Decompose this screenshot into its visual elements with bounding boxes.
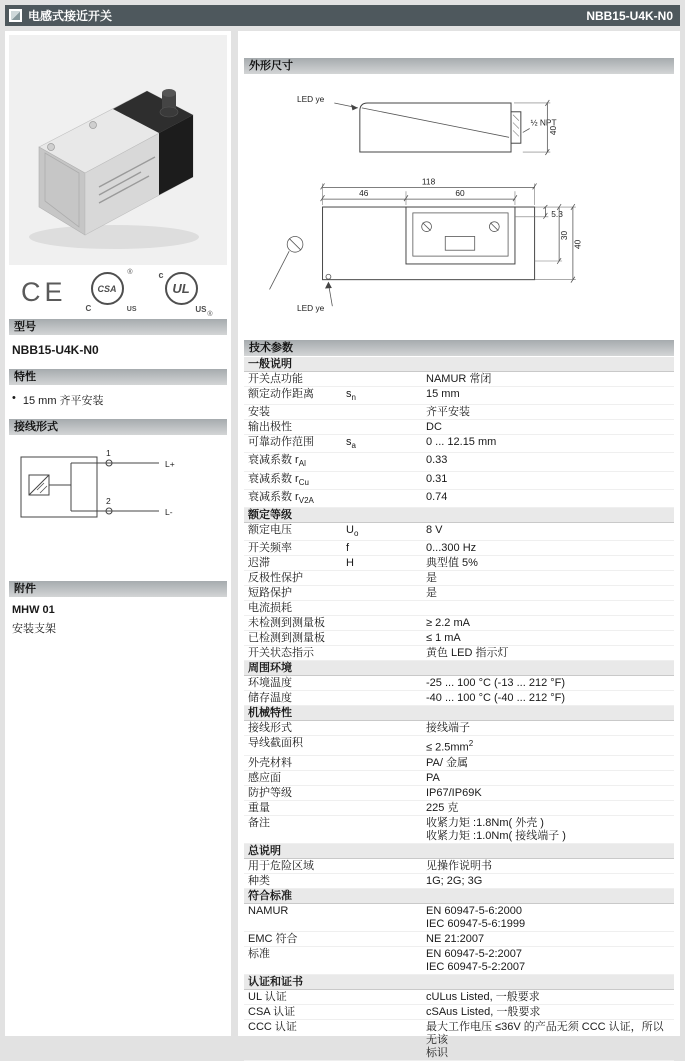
dimension-drawing	[244, 79, 674, 337]
model-value: NBB15-U4K-N0	[12, 343, 99, 357]
spec-row	[244, 691, 674, 706]
l-minus-label: L-	[165, 507, 173, 517]
spec-label: CSA 认证	[248, 1005, 296, 1018]
spec-label: 已检测到测量板	[248, 632, 325, 645]
dim-46: 46	[359, 188, 369, 199]
spec-row	[244, 874, 674, 889]
spec-value: cULus Listed, 一般要求	[426, 990, 540, 1003]
terminal-2-label: 2	[106, 496, 111, 506]
accessory-name: MHW 01	[12, 604, 55, 616]
spec-label: 用于危险区域	[248, 859, 314, 872]
spec-label: 电流损耗	[248, 602, 292, 615]
dim-30: 30	[558, 230, 569, 241]
spec-value: 齐平安装	[426, 406, 470, 419]
spec-label: 衰减系数 $r_{V2A}$	[248, 490, 314, 505]
spec-row	[244, 676, 674, 691]
product-photo-image	[9, 35, 227, 265]
spec-row	[244, 947, 674, 975]
spec-value: NE 21:2007	[426, 932, 485, 945]
spec-row	[244, 435, 674, 453]
spec-label: 备注	[248, 816, 270, 829]
spec-value: 是	[426, 587, 437, 600]
culus-logo: c UL US ®	[158, 270, 213, 318]
spec-value: EN 60947-5-6:2000 IEC 60947-5-6:1999	[426, 904, 526, 930]
spec-value: 0...300 Hz	[426, 542, 477, 555]
spec-value: -40 ... 100 °C (-40 ... 212 °F)	[426, 692, 566, 705]
spec-row	[244, 556, 674, 571]
spec-row	[244, 932, 674, 947]
spec-value: cSAus Listed, 一般要求	[426, 1005, 541, 1018]
header-bar	[5, 5, 680, 26]
ul-circle: UL	[165, 272, 198, 305]
spec-group-header: 额定等级	[244, 508, 674, 523]
spec-row	[244, 646, 674, 661]
spec-row	[244, 523, 674, 541]
accessory-description: 安装支架	[12, 623, 56, 635]
spec-label: 标准	[248, 947, 270, 960]
spec-group-header: 机械特性	[244, 706, 674, 721]
spec-value: ≥ 2.2 mA	[426, 617, 470, 630]
ul-registered-icon: ®	[207, 311, 213, 318]
spec-row	[244, 786, 674, 801]
spec-group-header: 周围环境	[244, 661, 674, 676]
section-header-technical-data: 技术参数	[244, 340, 674, 356]
spec-value: NAMUR 常闭	[426, 373, 492, 385]
spec-row	[244, 405, 674, 420]
wiring-diagram	[11, 443, 227, 535]
spec-value: EN 60947-5-2:2007 IEC 60947-5-2:2007	[426, 947, 526, 973]
spec-label: 重量	[248, 801, 270, 814]
csa-logo: CSA ® C US	[85, 269, 137, 313]
csa-circle: CSA	[91, 272, 124, 305]
spec-value: IP67/IP69K	[426, 786, 482, 799]
spec-value: ≤ 1 mA	[426, 632, 461, 645]
spec-row	[244, 571, 674, 586]
header-left	[9, 7, 112, 24]
spec-symbol: H	[346, 557, 354, 570]
spec-group-header: 符合标准	[244, 889, 674, 904]
spec-group-header: 认证和证书	[244, 975, 674, 990]
spec-label: 种类	[248, 874, 270, 887]
section-header-features: 特性	[9, 369, 227, 385]
dim-side-height: 40	[548, 125, 559, 136]
spec-label: 储存温度	[248, 692, 292, 705]
spec-row	[244, 1005, 674, 1020]
spec-label: NAMUR	[248, 904, 289, 917]
certification-logos	[9, 265, 227, 319]
spec-row	[244, 721, 674, 736]
spec-value: 0 ... 12.15 mm	[426, 436, 497, 449]
spec-label: EMC 符合	[248, 932, 298, 945]
spec-label: 开关频率	[248, 542, 292, 555]
spec-row	[244, 490, 674, 508]
spec-label: 短路保护	[248, 587, 292, 600]
spec-value: 8 V	[426, 523, 443, 536]
spec-row	[244, 904, 674, 932]
spec-value: PA/ 金属	[426, 756, 468, 769]
spec-row	[244, 601, 674, 616]
spec-value: PA	[426, 771, 440, 784]
spec-label: 防护等级	[248, 786, 292, 799]
spec-value: 0.31	[426, 472, 448, 485]
spec-value: 是	[426, 572, 437, 585]
l-plus-label: L+	[165, 459, 175, 469]
spec-label: 开关点功能	[248, 373, 303, 385]
spec-label: 输出极性	[248, 421, 292, 434]
spec-value: 黄色 LED 指示灯	[426, 647, 509, 660]
spec-label: 安装	[248, 406, 270, 419]
spec-value: 225 克	[426, 801, 459, 814]
brand-logo-icon	[9, 9, 22, 22]
spec-value: 0.33	[426, 454, 448, 467]
dim-total-width: 118	[421, 176, 436, 187]
page-title: 电感式接近开关	[28, 9, 113, 23]
right-column	[238, 31, 680, 1059]
ce-mark-logo: CE	[21, 276, 67, 307]
led-top-label: LED ye	[297, 93, 325, 104]
spec-symbol: $s_a$	[346, 436, 356, 451]
spec-label: 额定电压	[248, 523, 292, 536]
spec-value: ≤ $2.5mm^2$	[426, 739, 474, 754]
terminal-1-label: 1	[106, 448, 111, 458]
spec-row	[244, 736, 674, 756]
section-header-accessories: 附件	[9, 581, 227, 597]
dim-5-3: 5.3	[551, 208, 563, 219]
spec-value: 典型值 5%	[426, 557, 478, 570]
section-header-model: 型号	[9, 319, 227, 335]
spec-value: 见操作说明书	[426, 859, 492, 872]
content-columns	[5, 31, 680, 1059]
spec-symbol: $U_o$	[346, 523, 359, 539]
spec-label: 环境温度	[248, 677, 292, 690]
spec-row	[244, 801, 674, 816]
spec-label: 导线截面积	[248, 737, 303, 750]
npt-label: ½ NPT	[530, 117, 557, 128]
spec-row	[244, 859, 674, 874]
spec-value: 最大工作电压 ≤36V 的产品无须 CCC 认证，所以无该 标识	[426, 1020, 664, 1059]
spec-label: 反极性保护	[248, 572, 303, 585]
spec-row	[244, 420, 674, 435]
spec-value: 收紧力矩 :1.8Nm( 外壳 ) 收紧力矩 :1.0Nm( 接线端子 )	[426, 816, 566, 842]
feature-item	[9, 385, 227, 419]
spec-value: -25 ... 100 °C (-13 ... 212 °F)	[426, 677, 566, 690]
spec-value: 接线端子	[426, 722, 470, 735]
spec-row	[244, 1020, 674, 1061]
spec-label: 可靠动作范围	[248, 436, 314, 449]
spec-label: 未检测到测量板	[248, 617, 325, 630]
spec-value: 15 mm	[426, 388, 460, 400]
spec-label: 开关状态指示	[248, 647, 314, 660]
left-column	[5, 31, 231, 1036]
spec-symbol: f	[346, 542, 350, 555]
spec-label: CCC 认证	[248, 1020, 297, 1033]
spec-row	[244, 631, 674, 646]
spec-group-header: 总说明	[244, 844, 674, 859]
spec-group-header: 一般说明	[244, 357, 674, 372]
spec-row	[244, 453, 674, 471]
spec-label: 衰减系数 $r_{Al}$	[248, 454, 306, 469]
tech-table	[244, 357, 674, 1061]
dim-60: 60	[455, 188, 465, 199]
spec-row	[244, 616, 674, 631]
spec-row	[244, 472, 674, 490]
spec-row	[244, 990, 674, 1005]
spec-symbol: $s_n$	[346, 388, 356, 403]
section-header-dimensions: 外形尺寸	[244, 58, 674, 74]
spec-row	[244, 541, 674, 556]
spec-row	[244, 756, 674, 771]
spec-label: UL 认证	[248, 990, 287, 1003]
spec-value: 1G; 2G; 3G	[426, 874, 483, 887]
spec-row	[244, 816, 674, 844]
spec-label: 额定动作距离	[248, 388, 314, 400]
csa-registered-icon: ®	[127, 269, 133, 276]
spec-label: 迟滞	[248, 557, 270, 570]
bullet-icon: •	[12, 392, 16, 404]
spec-label: 接线形式	[248, 722, 292, 735]
product-photo	[9, 35, 227, 265]
spec-label: 感应面	[248, 771, 281, 784]
feature-text: 15 mm 齐平安装	[22, 395, 104, 407]
spec-row	[244, 586, 674, 601]
spec-label: 衰减系数 $r_{Cu}$	[248, 472, 309, 487]
spec-row	[244, 771, 674, 786]
dim-40: 40	[572, 239, 583, 249]
spec-label: 外壳材料	[248, 756, 292, 769]
led-bottom-label: LED ye	[297, 303, 325, 314]
header-model-number: NBB15-U4K-N0	[586, 8, 673, 23]
spec-value: 0.74	[426, 490, 448, 503]
spec-row	[244, 372, 674, 387]
spec-row	[244, 387, 674, 405]
spec-value: DC	[426, 421, 442, 434]
section-header-connection: 接线形式	[9, 419, 227, 435]
